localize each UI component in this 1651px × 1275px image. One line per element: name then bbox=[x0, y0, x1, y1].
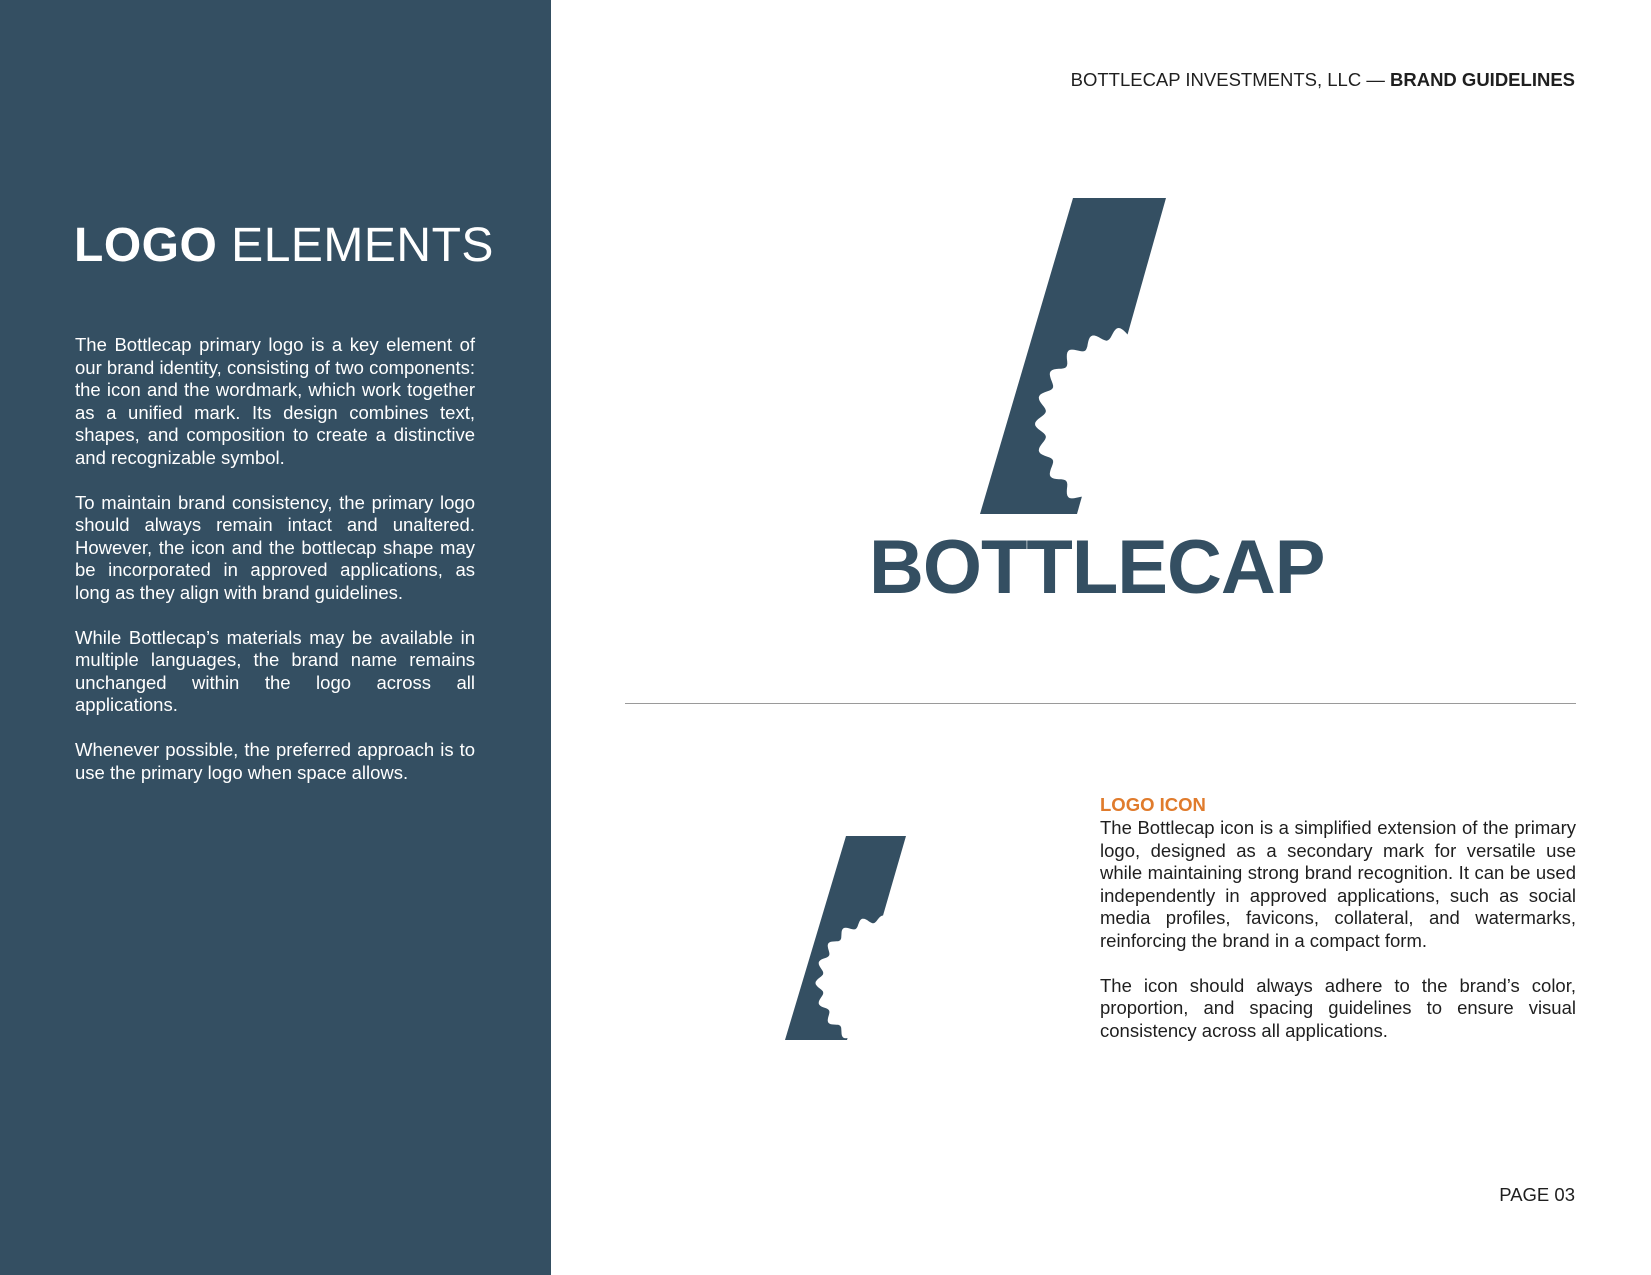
sidebar-paragraph: The Bottlecap primary logo is a key element of our brand identity, consisting of two components: the icon and the wordmark, which work together as a unified mark. Its design combines text, shapes, and composition to create a distinctive and recognizable symbol. bbox=[75, 334, 475, 468]
logo-icon-paragraph: The icon should always adhere to the brand’s color, proportion, and spacing guidelines to ensure visual consistency across all applications. bbox=[1100, 974, 1576, 1041]
page-number: PAGE 03 bbox=[1499, 1184, 1575, 1205]
icon-bottlecap-shape bbox=[816, 916, 951, 1051]
header-section: BRAND GUIDELINES bbox=[1389, 69, 1575, 90]
page-title-light: ELEMENTS bbox=[231, 219, 494, 272]
logo-icon-paragraph: The Bottlecap icon is a simplified extension of the primary logo, designed as a secondary mark for versatile use while maintaining strong brand recognition. It can be used independently in approved applications, such as social media profiles, favicons, collateral, and watermarks, reinforcing the brand in a compact form. bbox=[1100, 817, 1576, 951]
page-title bbox=[74, 218, 494, 274]
logo-wordmark: BOTTLECAP bbox=[869, 525, 1325, 610]
sidebar-paragraph: While Bottlecap’s materials may be available in multiple languages, the brand name remains unchanged within the logo across all applications. bbox=[75, 626, 475, 715]
sidebar-paragraph: Whenever possible, the preferred approach is to use the primary logo when space allows. bbox=[75, 739, 475, 783]
logo-icon-heading: LOGO ICON bbox=[1100, 794, 1206, 815]
sidebar-paragraph: To maintain brand consistency, the primary logo should always remain intact and unaltered. However, the icon and the bottlecap shape may be incorporated in approved applications, as long as they align with brand guidelines. bbox=[75, 491, 475, 603]
section-divider bbox=[625, 703, 1576, 704]
header-company: BOTTLECAP INVESTMENTS, LLC — bbox=[1070, 69, 1385, 90]
document-header bbox=[1071, 69, 1575, 91]
sidebar-body bbox=[75, 334, 475, 807]
page-title-bold: LOGO bbox=[74, 219, 218, 272]
logo-stem-shape bbox=[980, 198, 1166, 514]
icon-stem-shape bbox=[785, 836, 906, 1040]
logo-icon-body bbox=[1100, 817, 1576, 1065]
sidebar-panel bbox=[0, 0, 551, 1275]
bottlecap-shape bbox=[1035, 328, 1229, 520]
